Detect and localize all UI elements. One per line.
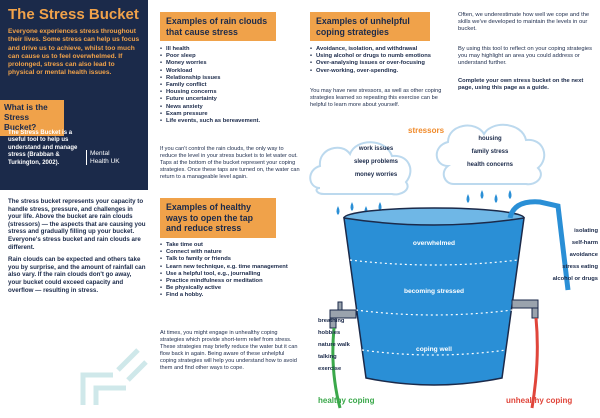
healthy-ways-heading: Examples of healthy ways to open the tap and reduce stress bbox=[160, 198, 276, 238]
healthy-item: talking bbox=[318, 354, 337, 360]
explanation-paragraph-1: The stress bucket represents your capacity to handle stress, pressure, and challenges in your life. Above the bucket are rain clouds (stressors) — the aspects that are causing you stress and gradually filling up your bucket. Everyone's stress bucket and rain clouds are different. bbox=[8, 198, 146, 251]
list-item: • Talk to family or friends bbox=[160, 256, 300, 263]
list-item: • Money worries bbox=[160, 60, 300, 67]
raindrop-icon bbox=[481, 190, 484, 199]
right-paragraph-2: By using this tool to reflect on your coping strategies you may highlight an area you could address or understand further. bbox=[458, 46, 593, 67]
raindrop-icon bbox=[509, 190, 512, 199]
list-item: • Over-analysing issues or over-focusing bbox=[310, 60, 456, 67]
what-is-heading: What is the Stress Bucket? bbox=[0, 100, 64, 136]
list-item: • Future uncertainty bbox=[160, 96, 300, 103]
healthy-item: nature walk bbox=[318, 342, 350, 348]
intro-text: Everyone experiences stress throughout their lives. Some stress can help us focus and drive us to achieve, whilst too much can cause us to feel overwhelmed. If prolonged, stress can also lead to physical or mental health issues. bbox=[8, 28, 140, 77]
raindrop-icon bbox=[351, 202, 354, 211]
healthy-tap-icon bbox=[330, 302, 356, 328]
list-item: • Housing concerns bbox=[160, 89, 300, 96]
healthy-item: exercise bbox=[318, 366, 342, 372]
list-item: • Practice mindfulness or meditation bbox=[160, 278, 300, 285]
rain-clouds-list bbox=[160, 46, 300, 125]
cloud-item: health concerns bbox=[466, 162, 513, 168]
explanation-paragraph-2: Rain clouds can be expected and others take you by surprise, and the amount of rainfall can also vary. If the rain clouds don't go away, your bucket could exceed capacity and overflow — resulting in stress. bbox=[8, 256, 146, 294]
list-item: • Connect with nature bbox=[160, 249, 300, 256]
healthy-ways-paragraph: At times, you might engage in unhealthy coping strategies which provide short-term relief from stress. These strategies may briefly reduce the water but it can flow back in again. Being aware of these unhelpful coping strategies will help you understand how to avoid them and find other ways to cope. bbox=[160, 330, 298, 371]
bucket-level-coping: coping well bbox=[416, 346, 452, 353]
cloud-item: money worries bbox=[354, 172, 398, 178]
raindrop-icon bbox=[495, 194, 498, 203]
list-item: • Learn new technique, e.g. time management bbox=[160, 264, 300, 271]
list-item: • News anxiety bbox=[160, 104, 300, 111]
unhealthy-stream bbox=[532, 318, 537, 408]
healthy-ways-list bbox=[160, 242, 300, 300]
cloud-item: sleep problems bbox=[353, 159, 398, 165]
bucket-level-stressed: becoming stressed bbox=[403, 288, 465, 295]
unhealthy-item: self-harm bbox=[571, 240, 598, 246]
chevron-decoration-icon bbox=[78, 330, 148, 410]
list-item: • Over-working, over-spending. bbox=[310, 68, 456, 75]
cloud-item: housing bbox=[478, 136, 502, 142]
list-item: • Find a hobby. bbox=[160, 292, 300, 299]
list-item: • Exam pressure bbox=[160, 111, 300, 118]
mental-health-uk-logo bbox=[86, 150, 128, 165]
page-title: The Stress Bucket bbox=[8, 6, 139, 23]
list-item: • Use a helpful tool, e.g., journalling bbox=[160, 271, 300, 278]
unhealthy-tap-icon bbox=[512, 300, 538, 318]
right-paragraph-3: Complete your own stress bucket on the next page, using this page as a guide. bbox=[458, 78, 584, 92]
unhealthy-item: isolating bbox=[574, 228, 598, 234]
list-item: • Relationship issues bbox=[160, 75, 300, 82]
rain-clouds-heading: Examples of rain clouds that cause stress bbox=[160, 12, 276, 41]
right-paragraph-1: Often, we underestimate how well we cope and the skills we've developed to maintain the levels in our bucket. bbox=[458, 12, 590, 33]
unhelpful-strategies-list bbox=[310, 46, 456, 75]
cloud-item: family stress bbox=[471, 149, 509, 155]
raindrop-icon bbox=[467, 194, 470, 203]
unhelpful-paragraph: You may have new stressors, as well as other coping strategies learned so repeating this exercise can be helpful to learn more about yourself. bbox=[310, 88, 442, 108]
list-item: • Avoidance, isolation, and withdrawal bbox=[310, 46, 456, 53]
list-item: • Take time out bbox=[160, 242, 300, 249]
bucket-level-overwhelmed: overwhelmed bbox=[412, 240, 456, 247]
list-item: • Using alcohol or drugs to numb emotions bbox=[310, 53, 456, 60]
unhealthy-item: avoidance bbox=[569, 252, 598, 258]
logo-text: Mental Health UK bbox=[86, 150, 128, 165]
healthy-item: hobbies bbox=[318, 330, 341, 336]
healthy-item: breathing bbox=[318, 318, 345, 324]
cloud-item: work issues bbox=[358, 146, 394, 152]
what-is-description: The Stress Bucket is a useful tool to help us understand and manage stress (Brabban & Turkington, 2002). bbox=[8, 130, 78, 166]
raindrop-icon bbox=[337, 206, 340, 215]
rain-clouds-paragraph: If you can't control the rain clouds, the only way to reduce the level in your stress bucket is to let water out. Taps at the bottom of the bucket represent your coping strategies. Once these taps are turned on, the water can return to a manageable level again. bbox=[160, 146, 300, 180]
bucket-explanation bbox=[8, 198, 146, 299]
list-item: • Poor sleep bbox=[160, 53, 300, 60]
list-item: • Be physically active bbox=[160, 285, 300, 292]
list-item: • Life events, such as bereavement. bbox=[160, 118, 300, 125]
unhealthy-item: alcohol or drugs bbox=[552, 276, 598, 282]
unhelpful-strategies-heading: Examples of unhelpful coping strategies bbox=[310, 12, 430, 41]
unhealthy-coping-label: unhealthy coping bbox=[506, 396, 573, 405]
healthy-coping-label: healthy coping bbox=[318, 396, 375, 405]
stressors-label: stressors bbox=[408, 126, 445, 135]
unhealthy-item: stress eating bbox=[562, 264, 598, 270]
list-item: • Workload bbox=[160, 68, 300, 75]
list-item: • Family conflict bbox=[160, 82, 300, 89]
list-item: • Ill health bbox=[160, 46, 300, 53]
